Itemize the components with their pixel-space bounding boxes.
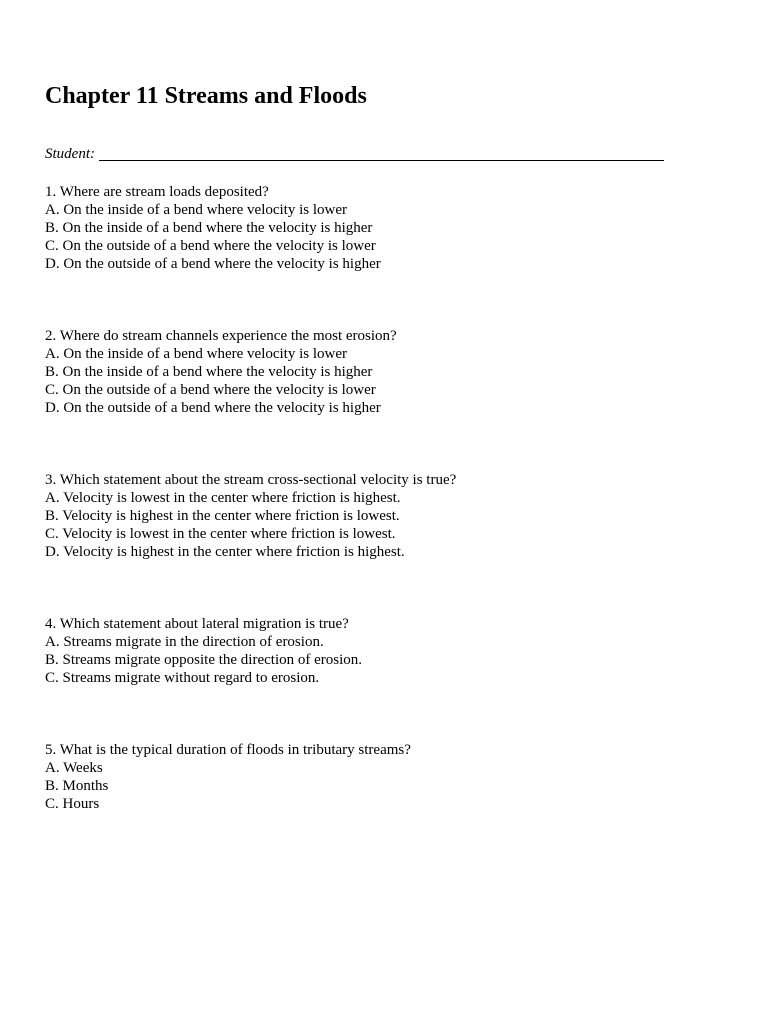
option-letter: A. — [45, 490, 60, 506]
question-number: 4. — [45, 616, 57, 632]
option-text: On the outside of a bend where the velocity is higher — [63, 400, 381, 416]
question-2 — [45, 327, 745, 417]
question-2-option-d — [45, 399, 745, 417]
question-5-option-a — [45, 759, 745, 777]
option-letter: D. — [45, 544, 60, 560]
student-name-row — [45, 145, 665, 163]
question-prompt: Which statement about the stream cross-sectional velocity is true? — [59, 472, 457, 488]
question-5-text — [45, 741, 745, 759]
option-text: On the outside of a bend where the velocity is lower — [62, 382, 376, 398]
question-5-option-c — [45, 795, 745, 813]
option-text: Months — [62, 778, 109, 794]
question-4-text — [45, 615, 745, 633]
question-prompt: Where are stream loads deposited? — [59, 184, 269, 200]
question-number: 5. — [45, 742, 57, 758]
student-label: Student: — [45, 146, 95, 162]
question-3-option-b — [45, 507, 745, 525]
question-3 — [45, 471, 745, 561]
question-prompt: What is the typical duration of floods in tributary streams? — [59, 742, 411, 758]
option-text: On the inside of a bend where the velocity is higher — [62, 364, 373, 380]
question-5 — [45, 741, 745, 813]
option-letter: C. — [45, 526, 59, 542]
option-letter: C. — [45, 382, 59, 398]
option-text: On the outside of a bend where the velocity is higher — [63, 256, 381, 272]
question-2-option-b — [45, 363, 745, 381]
option-letter: B. — [45, 364, 59, 380]
question-2-option-c — [45, 381, 745, 399]
option-text: On the outside of a bend where the velocity is lower — [62, 238, 376, 254]
question-2-text — [45, 327, 745, 345]
question-1-text — [45, 183, 745, 201]
option-text: Velocity is highest in the center where friction is highest. — [63, 544, 405, 560]
option-text: Weeks — [63, 760, 103, 776]
option-letter: A. — [45, 760, 60, 776]
option-text: On the inside of a bend where velocity is lower — [63, 346, 348, 362]
option-letter: B. — [45, 220, 59, 236]
option-letter: A. — [45, 634, 60, 650]
question-1-option-a — [45, 201, 745, 219]
question-3-option-c — [45, 525, 745, 543]
question-4-option-a — [45, 633, 745, 651]
question-number: 1. — [45, 184, 57, 200]
question-3-option-d — [45, 543, 745, 561]
question-1-option-c — [45, 237, 745, 255]
option-letter: B. — [45, 652, 59, 668]
option-text: On the inside of a bend where the velocity is higher — [62, 220, 373, 236]
option-text: Velocity is highest in the center where friction is lowest. — [62, 508, 400, 524]
option-letter: A. — [45, 346, 60, 362]
option-letter: D. — [45, 256, 60, 272]
question-4-option-c — [45, 669, 745, 687]
option-letter: C. — [45, 796, 59, 812]
question-4-option-b — [45, 651, 745, 669]
option-text: Hours — [62, 796, 100, 812]
question-5-option-b — [45, 777, 745, 795]
option-text: Velocity is lowest in the center where friction is lowest. — [62, 526, 396, 542]
student-name-line — [99, 160, 664, 161]
question-prompt: Where do stream channels experience the most erosion? — [59, 328, 397, 344]
question-number: 3. — [45, 472, 57, 488]
option-text: Streams migrate without regard to erosion. — [62, 670, 320, 686]
question-3-option-a — [45, 489, 745, 507]
option-letter: A. — [45, 202, 60, 218]
question-3-text — [45, 471, 745, 489]
question-1-option-b — [45, 219, 745, 237]
question-prompt: Which statement about lateral migration is true? — [59, 616, 349, 632]
option-text: Velocity is lowest in the center where friction is highest. — [63, 490, 401, 506]
option-text: Streams migrate opposite the direction of erosion. — [62, 652, 363, 668]
option-letter: B. — [45, 778, 59, 794]
option-letter: B. — [45, 508, 59, 524]
option-letter: D. — [45, 400, 60, 416]
option-letter: C. — [45, 670, 59, 686]
question-4 — [45, 615, 745, 687]
page-title: Chapter 11 Streams and Floods — [45, 83, 367, 109]
question-1-option-d — [45, 255, 745, 273]
question-1 — [45, 183, 745, 273]
option-text: Streams migrate in the direction of erosion. — [63, 634, 324, 650]
option-letter: C. — [45, 238, 59, 254]
option-text: On the inside of a bend where velocity is lower — [63, 202, 348, 218]
question-number: 2. — [45, 328, 57, 344]
question-2-option-a — [45, 345, 745, 363]
